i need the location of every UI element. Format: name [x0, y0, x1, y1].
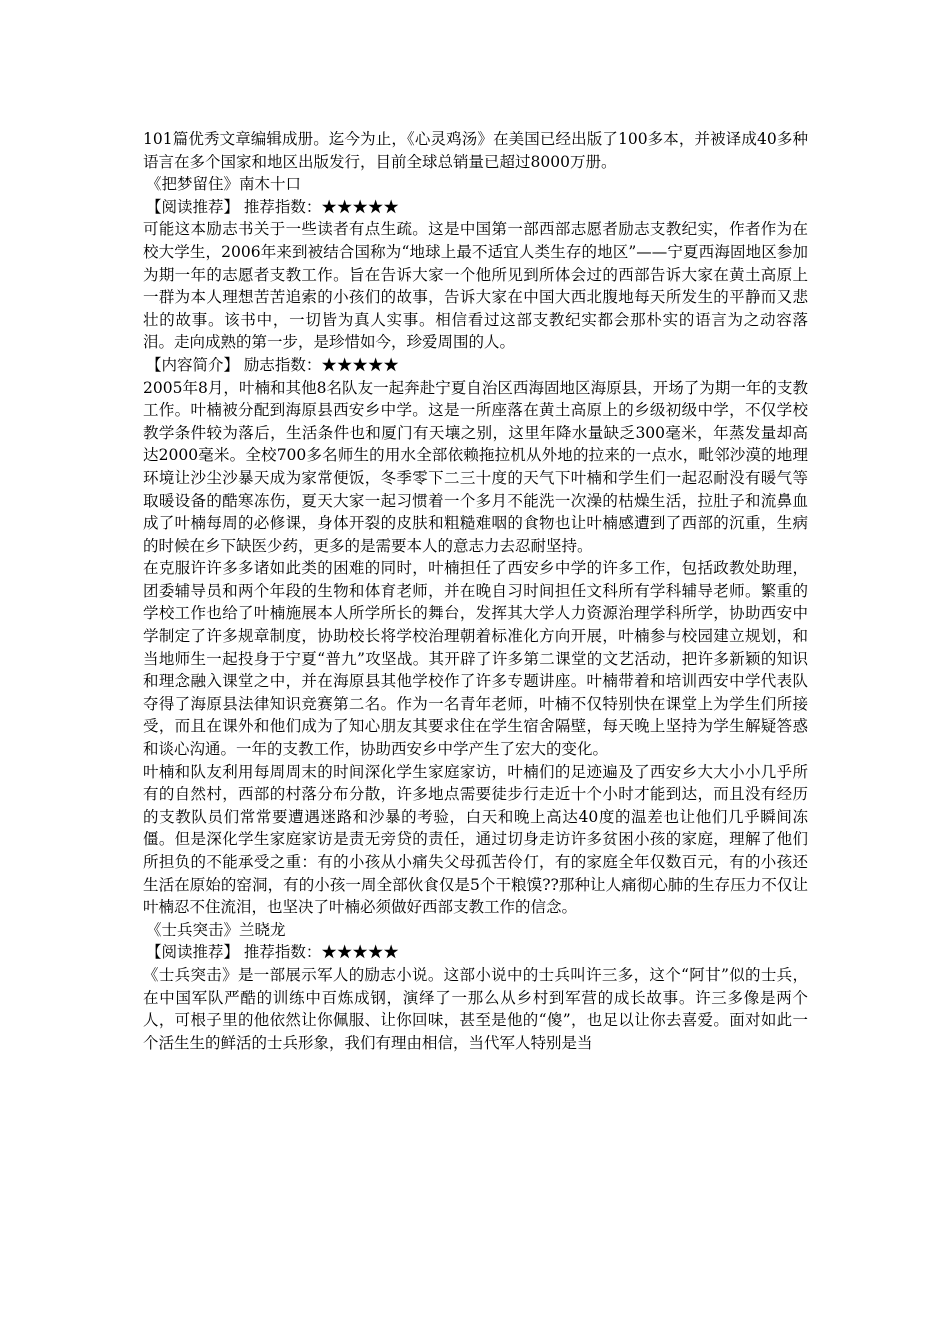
- body-paragraph: 101篇优秀文章编辑成册。迄今为止，《心灵鸡汤》在美国已经出版了100多本，并被译成40多种语言在多个国家和地区出版发行，目前全球总销量已超过8000万册。: [143, 130, 808, 171]
- body-paragraph: 可能这本励志书关于一些读者有点生疏。这是中国第一部西部志愿者励志支教纪实，作者作为在校大学生，2006年来到被结合国称为“地球上最不适宜人类生存的地区”——宁夏西海固地区参加为期一年的志愿者支教工作。旨在告诉大家一个他所见到所体会过的西部告诉大家在黄土高原上一群为本人理想苦苦追索的小孩们的故事，告诉大家在中国大西北腹地每天所发生的平静而又悲壮的故事。该书中，一切皆为真人实事。相信看过这部支教纪实都会那朴实的语言为之动容落泪。走向成熟的第一步，是珍惜如今，珍爱周围的人。: [143, 220, 808, 352]
- book-title: 《士兵突击》兰晓龙: [146, 920, 286, 939]
- section-tag: 【内容简介】 励志指数：★★★★★: [146, 355, 399, 374]
- body-paragraph: 叶楠和队友利用每周周末的时间深化学生家庭家访，叶楠们的足迹遍及了西安乡大大小小几乎所有的自然村，西部的村落分布分散，许多地点需要徒步行走近十个小时才能到达，而且没有经历的支教队员们常常要遭遇迷路和沙暴的考验，白天和晚上高达40度的温差也让他们几乎瞬间冻僵。但是深化学生家庭家访是责无旁贷的责任，通过切身走访许多贫困小孩的家庭，理解了他们所担负的不能承受之重：有的小孩从小痛失父母孤苦伶仃，有的家庭全年仅数百元，有的小孩还生活在原始的窑洞，有的小孩一周全部伙食仅是5个干粮馍??那种让人痛彻心肺的生存压力不仅让叶楠忍不住流泪，也坚决了叶楠必须做好西部支教工作的信念。: [143, 762, 808, 917]
- document-page: [143, 128, 808, 1054]
- section-tag: 【阅读推荐】 推荐指数：★★★★★: [146, 197, 399, 216]
- body-paragraph: 2005年8月，叶楠和其他8名队友一起奔赴宁夏自治区西海固地区海原县，开场了为期一年的支教工作。叶楠被分配到海原县西安乡中学。这是一所座落在黄土高原上的乡级初级中学，不仅学校教学条件较为落后，生活条件也和厦门有天壤之别，这里年降水量缺乏300毫米，年蒸发量却高达2000毫米。全校700多名师生的用水全部依赖拖拉机从外地的拉来的一点水，毗邻沙漠的地理环境让沙尘沙暴天成为家常便饭，冬季零下二三十度的天气下叶楠和学生们一起忍耐没有暖气等取暖设备的酷寒冻伤，夏天大家一起习惯着一个多月不能洗一次澡的枯燥生活，拉肚子和流鼻血成了叶楠每周的必修课，身体开裂的皮肤和粗糙难咽的食物也让叶楠感遭到了西部的沉重，生病的时候在乡下缺医少药，更多的是需要本人的意志力去忍耐坚持。: [143, 378, 808, 555]
- body-paragraph: 在克服许许多多诸如此类的困难的同时，叶楠担任了西安乡中学的许多工作，包括政教处助理，团委辅导员和两个年段的生物和体育老师，并在晚自习时间担任文科所有学科辅导老师。繁重的学校工作也给了叶楠施展本人所学所长的舞台，发挥其大学人力资源治理学科所学，协助西安中学制定了许多规章制度，协助校长将学校治理朝着标准化方向开展，叶楠参与校园建立规划，和当地师生一起投身于宁夏“普九”攻坚战。其开辟了许多第二课堂的文艺活动，把许多新颖的知识和理念融入课堂之中，并在海原县其他学校作了许多专题讲座。叶楠带着和培训西安中学代表队夺得了海原县法律知识竞赛第二名。作为一名青年老师，叶楠不仅特别快在课堂上为学生们所接受，而且在课外和他们成为了知心朋友其要求住在学生宿舍隔壁，每天晚上坚持为学生解疑答惑和谈心沟通。一年的支教工作，协助西安乡中学产生了宏大的变化。: [143, 559, 808, 759]
- body-paragraph: 《士兵突击》是一部展示军人的励志小说。这部小说中的士兵叫许三多，这个“阿甘”似的士兵，在中国军队严酷的训练中百炼成钢，演绎了一那么从乡村到军营的成长故事。许三多像是两个人，可根子里的他依然让你佩服、让你回味，甚至是他的“傻”，也足以让你去喜爱。面对如此一个活生生的鲜活的士兵形象，我们有理由相信，当代军人特别是当: [143, 965, 808, 1052]
- section-tag: 【阅读推荐】 推荐指数：★★★★★: [146, 943, 399, 962]
- book-title: 《把梦留住》南木十口: [146, 175, 302, 194]
